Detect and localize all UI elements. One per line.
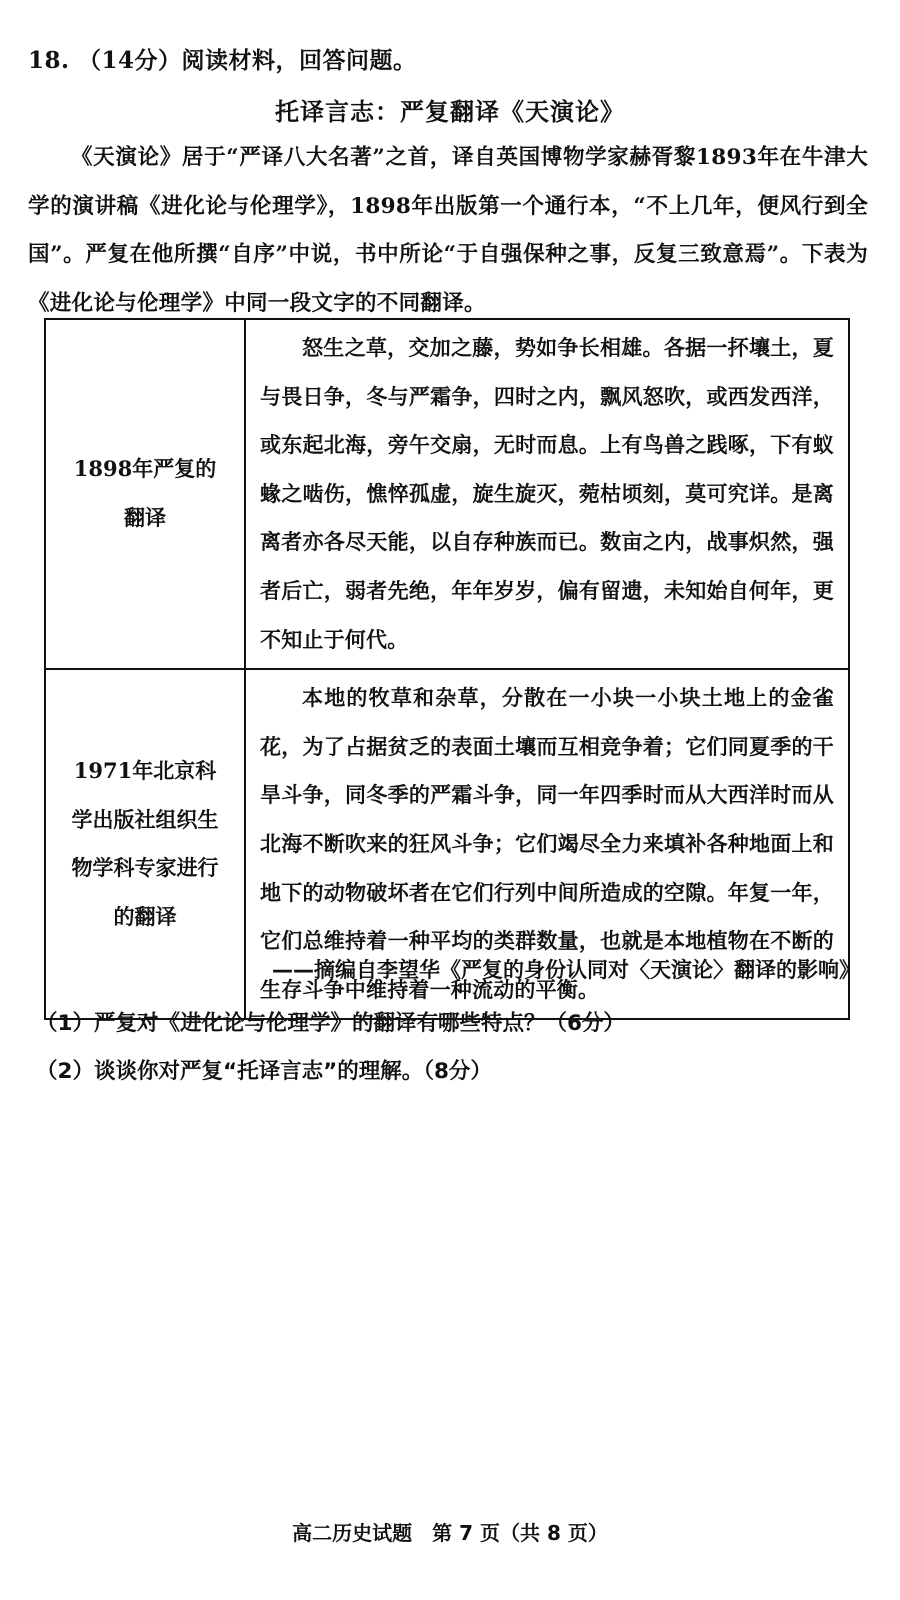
subquestion-2: （2）谈谈你对严复“托译言志”的理解。（8分） (36, 1059, 492, 1084)
row-content-1971: 本地的牧草和杂草，分散在一小块一小块土地上的金雀花，为了占据贫乏的表面土壤而互相竞争着；它们同夏季的干旱斗争，同冬季的严霜斗争，同一年四季时而从大西洋时而从北海不断吹来的狂风斗争；它们竭尽全力来填补各种地面上和地下的动物破坏者在它们行列中间所造成的空隙。年复一年，它们总维持着一种平均的类群数量，也就是本地植物在不断的生存斗争中维持着一种流动的平衡。 (245, 669, 849, 1019)
translation-comparison-table (44, 318, 850, 1020)
material-intro: 《天演论》居于“严译八大名著”之首，译自英国博物学家赫胥黎1893年在牛津大学的演讲稿《进化论与伦理学》，1898年出版第一个通行本，“不上几年，便风行到全国”。严复在他所撰“自序”中说，书中所论“于自强保种之事，反复三致意焉”。下表为《进化论与伦理学》中同一段文字的不同翻译。 (28, 145, 868, 316)
question-header: 18. （14分）阅读材料，回答问题。 (28, 47, 417, 74)
page-footer: 高二历史试题 第 7 页（共 8 页） (292, 1521, 608, 1545)
material-title: 托译言志：严复翻译《天演论》 (275, 97, 625, 126)
row-label-yanfu: 1898年严复的翻译 (45, 319, 245, 669)
source-citation: ——摘编自李望华《严复的身份认同对〈天演论〉翻译的影响》 (272, 958, 860, 982)
row-content-yanfu: 怒生之草，交加之藤，势如争长相雄。各据一抔壤土，夏与畏日争，冬与严霜争，四时之内，飘风怒吹，或西发西洋，或东起北海，旁午交扇，无时而息。上有鸟兽之践啄，下有蚁蝝之啮伤，憔悴孤虚，旋生旋灭，菀枯顷刻，莫可究详。是离离者亦各尽天能，以自存种族而已。数亩之内，战事炽然，强者后亡，弱者先绝，年年岁岁，偏有留遗，未知始自何年，更不知止于何代。 (245, 319, 849, 669)
subquestion-1: （1）严复对《进化论与伦理学》的翻译有哪些特点？（6分） (36, 1011, 625, 1036)
row-label-1971: 1971年北京科学出版社组织生物学科专家进行的翻译 (45, 669, 245, 1019)
table-row (45, 319, 849, 669)
